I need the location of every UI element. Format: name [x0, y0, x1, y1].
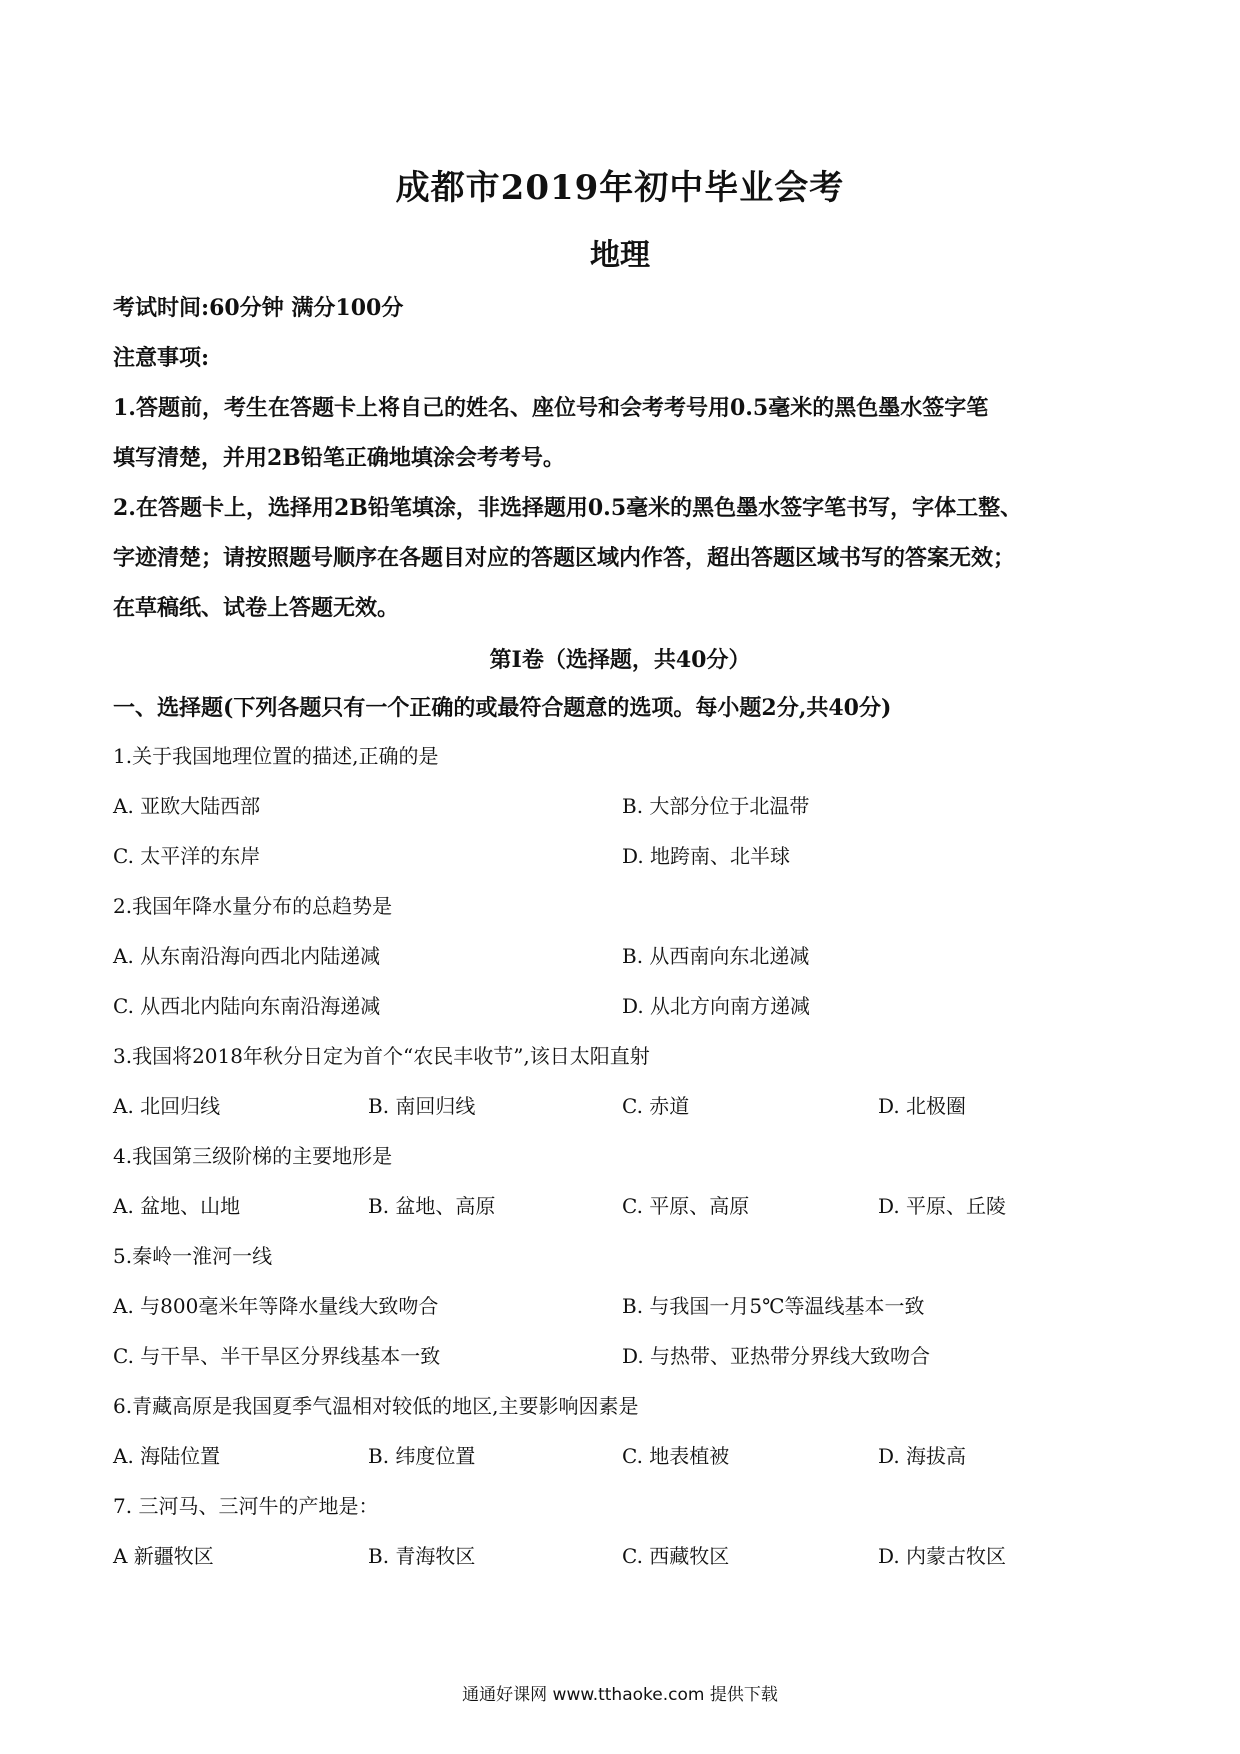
- option-c: C. 西藏牧区: [622, 1544, 730, 1568]
- option-c: C. 平原、高原: [622, 1194, 750, 1218]
- instruction-line: 2.在答题卡上，选择用2B铅笔填涂，非选择题用0.5毫米的黑色墨水签字笔书写，字体工整、: [113, 495, 1023, 521]
- option-d: D. 地跨南、北半球: [622, 844, 791, 868]
- exam-subject: 地理: [590, 238, 650, 273]
- option-b: B. 纬度位置: [368, 1444, 476, 1468]
- instruction-line: 填写清楚，并用2B铅笔正确地填涂会考考号。: [113, 445, 565, 471]
- option-a: A. 亚欧大陆西部: [113, 794, 261, 818]
- option-c: C. 与干旱、半干旱区分界线基本一致: [113, 1344, 441, 1368]
- option-b: B. 盆地、高原: [368, 1194, 496, 1218]
- option-c: C. 赤道: [622, 1094, 690, 1118]
- instruction-line: 在草稿纸、试卷上答题无效。: [113, 595, 400, 621]
- option-a: A 新疆牧区: [113, 1544, 214, 1568]
- exam-title: 成都市2019年初中毕业会考: [395, 168, 845, 208]
- option-b: B. 与我国一月5℃等温线基本一致: [622, 1294, 925, 1318]
- option-b: B. 从西南向东北递减: [622, 944, 810, 968]
- option-c: C. 从西北内陆向东南沿海递减: [113, 994, 381, 1018]
- exam-time-line: 考试时间:60分钟 满分100分: [113, 295, 404, 321]
- question-stem: 7. 三河马、三河牛的产地是：: [113, 1494, 379, 1518]
- option-d: D. 与热带、亚热带分界线大致吻合: [622, 1344, 931, 1368]
- option-d: D. 内蒙古牧区: [878, 1544, 1007, 1568]
- instruction-line: 字迹清楚；请按照题号顺序在各题目对应的答题区域内作答，超出答题区域书写的答案无效；: [113, 545, 1016, 571]
- option-a: A. 北回归线: [113, 1094, 221, 1118]
- question-stem: 2.我国年降水量分布的总趋势是: [113, 894, 393, 918]
- page-footer: 通通好课网 www.tthaoke.com 提供下载: [462, 1685, 778, 1705]
- question-stem: 6.青藏高原是我国夏季气温相对较低的地区,主要影响因素是: [113, 1394, 639, 1418]
- option-d: D. 北极圈: [878, 1094, 967, 1118]
- option-d: D. 海拔高: [878, 1444, 967, 1468]
- question-stem: 3.我国将2018年秋分日定为首个“农民丰收节”,该日太阳直射: [113, 1044, 650, 1068]
- notice-heading: 注意事项:: [113, 345, 210, 371]
- option-b: B. 青海牧区: [368, 1544, 476, 1568]
- option-a: A. 海陆位置: [113, 1444, 221, 1468]
- question-stem: 1.关于我国地理位置的描述,正确的是: [113, 744, 439, 768]
- part-heading: 第Ⅰ卷（选择题，共40分）: [489, 647, 751, 673]
- question-stem: 5.秦岭一淮河一线: [113, 1244, 273, 1268]
- option-b: B. 大部分位于北温带: [622, 794, 810, 818]
- option-d: D. 平原、丘陵: [878, 1194, 1007, 1218]
- option-c: C. 太平洋的东岸: [113, 844, 261, 868]
- option-a: A. 从东南沿海向西北内陆递减: [113, 944, 381, 968]
- option-b: B. 南回归线: [368, 1094, 476, 1118]
- option-a: A. 盆地、山地: [113, 1194, 241, 1218]
- option-d: D. 从北方向南方递减: [622, 994, 811, 1018]
- section-heading: 一、选择题(下列各题只有一个正确的或最符合题意的选项。每小题2分,共40分): [113, 695, 892, 721]
- instruction-line: 1.答题前，考生在答题卡上将自己的姓名、座位号和会考考号用0.5毫米的黑色墨水签字笔: [113, 395, 989, 421]
- question-stem: 4.我国第三级阶梯的主要地形是: [113, 1144, 393, 1168]
- option-a: A. 与800毫米年等降水量线大致吻合: [113, 1294, 439, 1318]
- option-c: C. 地表植被: [622, 1444, 730, 1468]
